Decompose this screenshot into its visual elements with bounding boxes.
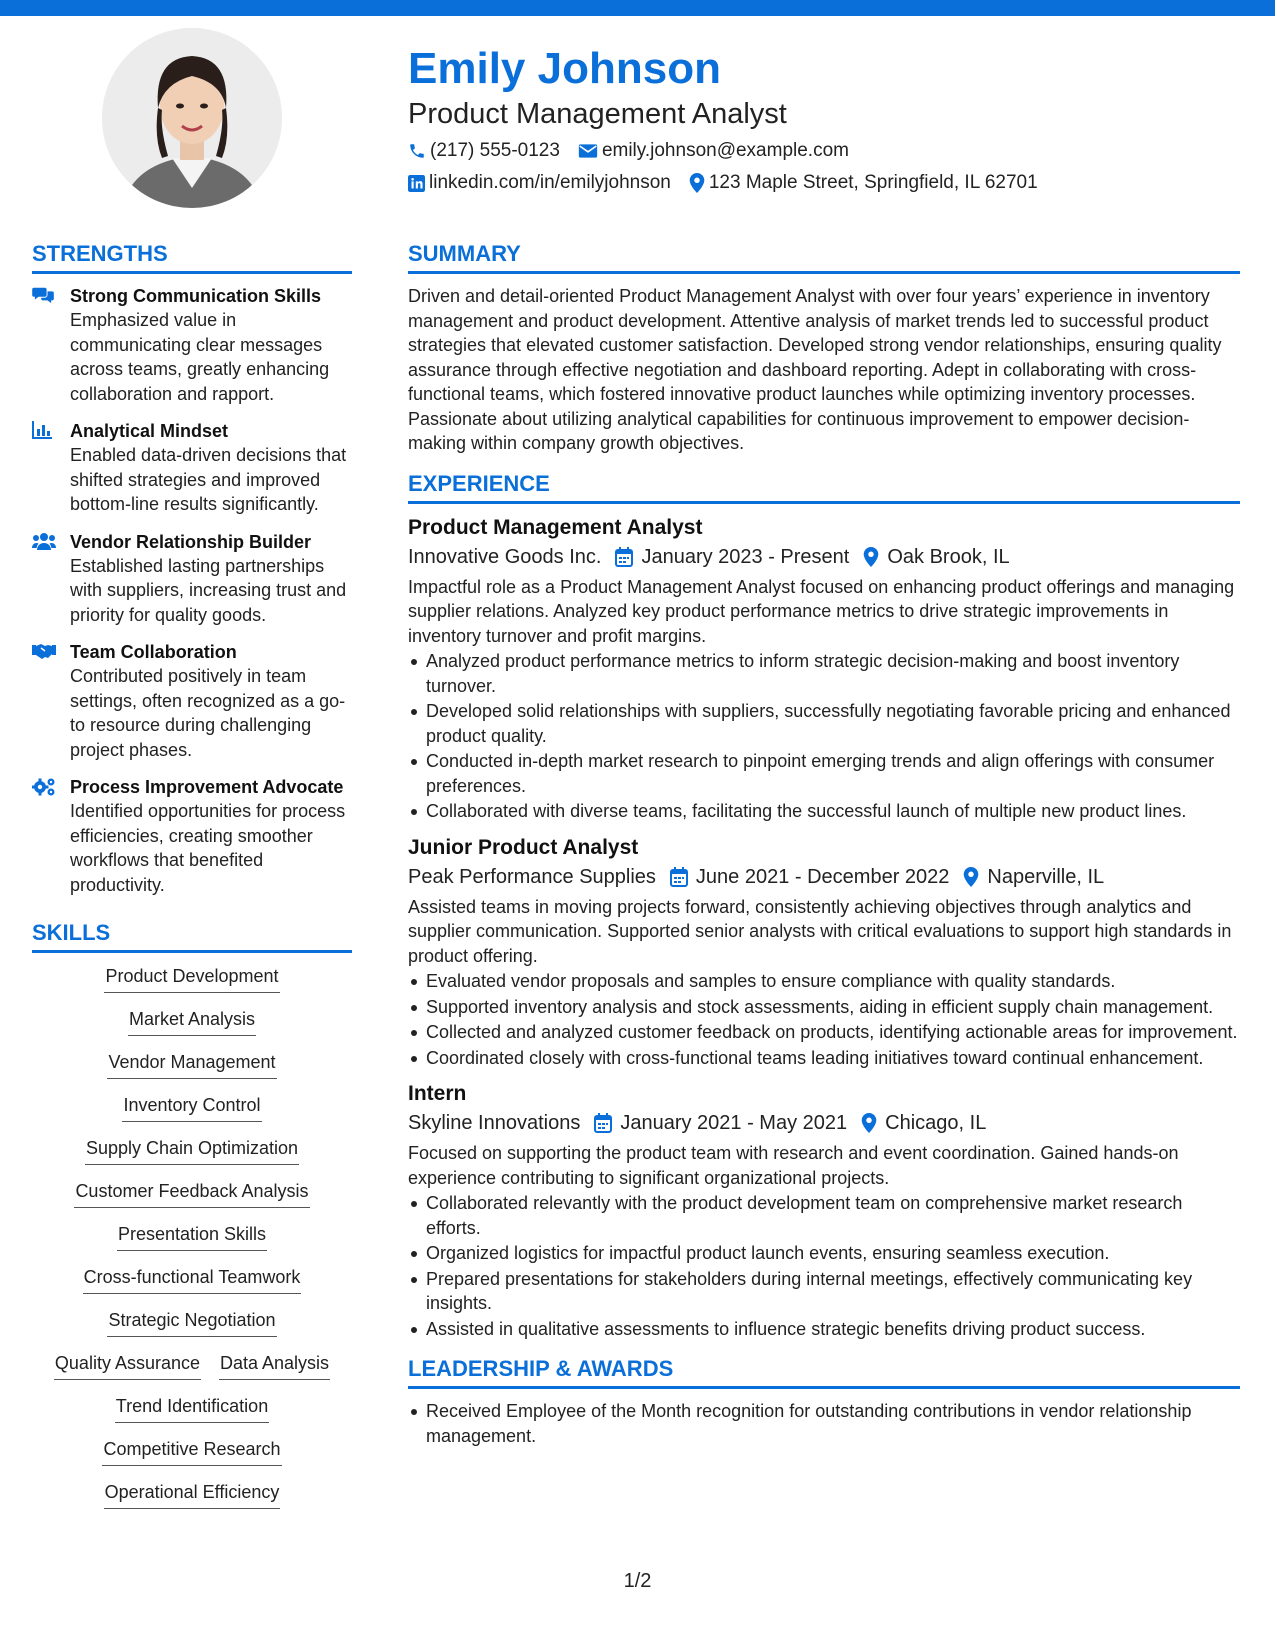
strength-title: Analytical Mindset — [70, 421, 229, 441]
job-dates: January 2021 - May 2021 — [620, 1112, 848, 1134]
page-number: 1/2 — [623, 1570, 652, 1592]
job-entry — [408, 1080, 1240, 1341]
job-location-item — [863, 542, 1009, 572]
skill-tag: Presentation Skills — [117, 1221, 267, 1251]
linkedin-item[interactable] — [408, 170, 671, 196]
skills-heading: SKILLS — [32, 919, 352, 953]
phone-text: (217) 555-0123 — [430, 140, 560, 161]
experience-heading: EXPERIENCE — [408, 470, 1240, 504]
phone-icon — [408, 142, 426, 160]
address-item — [689, 170, 1038, 196]
job-bullets — [408, 649, 1240, 824]
strength-item — [32, 419, 352, 517]
summary-text: Driven and detail-oriented Product Management Analyst with over four years’ experience in inventory management and product development. Attentive analysis of market trends led to successful product strategies that elevated customer satisfaction. Developed strong vendor relationships, ensuring quality assurance through effective negotiation and dashboard reporting. Adept in collaborating with cross-functional teams, which fostered innovative product launches while optimizing inventory processes. Passionate about utilizing analytical capabilities for continuous improvement to empower decision-making within company growth objectives. — [408, 286, 1222, 453]
phone-item — [408, 138, 560, 164]
award-item: Received Employee of the Month recognition for outstanding contributions in vendor relationship management. — [408, 1399, 1240, 1448]
handshake-icon — [32, 642, 56, 660]
skill-tag: Cross-functional Teamwork — [83, 1264, 302, 1294]
skill-tag: Supply Chain Optimization — [85, 1135, 299, 1165]
strength-title: Process Improvement Advocate — [70, 777, 344, 797]
left-column — [32, 240, 352, 1522]
bullet-item: Collaborated with diverse teams, facilitating the successful launch of multiple new product lines. — [408, 799, 1240, 824]
job-description: Focused on supporting the product team with research and event coordination. Gained hands-on experience contributing to significant organizational projects. — [408, 1143, 1179, 1188]
calendar-icon — [670, 867, 688, 887]
strength-title: Vendor Relationship Builder — [70, 531, 312, 552]
bullet-item: Coordinated closely with cross-functional teams leading initiatives toward continual enhancement. — [408, 1046, 1240, 1071]
strength-item — [32, 530, 352, 628]
job-entry — [408, 834, 1240, 1071]
right-column — [408, 240, 1240, 1449]
strength-item — [32, 640, 352, 762]
job-bullets — [408, 1191, 1240, 1341]
profile-portrait-icon — [102, 28, 282, 208]
job-dates: June 2021 - December 2022 — [695, 865, 950, 888]
job-location-item — [861, 1108, 986, 1138]
candidate-title: Product Management Analyst — [408, 98, 787, 130]
skill-tag: Data Analysis — [219, 1350, 330, 1380]
location-pin-icon — [963, 867, 979, 887]
contact-row-2 — [408, 170, 1238, 196]
skill-tag: Customer Feedback Analysis — [74, 1178, 309, 1208]
envelope-icon — [578, 143, 598, 159]
skill-tag: Market Analysis — [128, 1006, 256, 1036]
bar-chart-icon — [32, 421, 52, 439]
bullet-item: Collected and analyzed customer feedback on products, identifying actionable areas for improvement. — [408, 1020, 1240, 1045]
strength-desc: Established lasting partnerships with suppliers, increasing trust and priority for quality goods. — [70, 555, 347, 625]
bullet-item: Organized logistics for impactful product launch events, ensuring seamless execution. — [408, 1241, 1240, 1266]
job-meta — [408, 1108, 1240, 1138]
chat-bubbles-icon — [32, 286, 54, 304]
location-pin-icon — [863, 547, 879, 567]
job-meta — [408, 862, 1240, 892]
skill-tag: Inventory Control — [122, 1092, 261, 1122]
bullet-item: Assisted in qualitative assessments to influence strategic benefits driving product success. — [408, 1317, 1240, 1342]
job-dates: January 2023 - Present — [641, 545, 850, 568]
job-company: Peak Performance Supplies — [408, 865, 656, 888]
job-meta — [408, 542, 1240, 572]
skill-tag: Quality Assurance — [54, 1350, 201, 1380]
bullet-item: Developed solid relationships with suppliers, successfully negotiating favorable pricing and enhanced product quality. — [408, 699, 1240, 748]
bullet-item: Supported inventory analysis and stock assessments, aiding in efficient supply chain management. — [408, 995, 1240, 1020]
skill-tag: Strategic Negotiation — [107, 1307, 276, 1337]
job-company: Skyline Innovations — [408, 1112, 581, 1134]
users-icon — [32, 532, 56, 550]
job-dates-item — [615, 542, 849, 572]
job-title: Intern — [408, 1082, 467, 1105]
job-title: Product Management Analyst — [408, 515, 703, 539]
strength-item — [32, 775, 352, 897]
top-accent-bar — [0, 0, 1275, 16]
job-entry — [408, 514, 1240, 824]
job-description: Impactful role as a Product Management Analyst focused on enhancing product offerings and managing supplier relations. Analyzed key product performance metrics to drive strategic improvements in inventory turnover and profit margins. — [408, 576, 1235, 646]
strength-desc: Enabled data-driven decisions that shifted strategies and improved bottom-line results significantly. — [70, 445, 347, 514]
profile-photo — [102, 28, 282, 208]
job-location: Oak Brook, IL — [887, 545, 1010, 568]
strength-item — [32, 284, 352, 406]
skill-tag: Vendor Management — [107, 1049, 276, 1079]
job-dates-item — [594, 1108, 847, 1138]
skill-tag: Trend Identification — [115, 1393, 269, 1423]
skill-tag: Operational Efficiency — [104, 1479, 281, 1509]
skills-list — [32, 963, 352, 1509]
linkedin-icon — [408, 175, 425, 192]
job-location-item — [963, 862, 1104, 892]
strengths-heading: STRENGTHS — [32, 240, 352, 274]
skill-tag: Product Development — [104, 963, 279, 993]
strength-desc: Emphasized value in communicating clear messages across teams, greatly enhancing collaboration and rapport. — [70, 310, 330, 404]
awards-heading: LEADERSHIP & AWARDS — [408, 1355, 1240, 1389]
bullet-item: Analyzed product performance metrics to inform strategic decision-making and boost inventory turnover. — [408, 649, 1240, 698]
email-text[interactable]: emily.johnson@example.com — [601, 140, 849, 161]
strength-title: Strong Communication Skills — [70, 286, 322, 306]
summary-heading: SUMMARY — [408, 240, 1240, 274]
address-text: 123 Maple Street, Springfield, IL 62701 — [708, 172, 1038, 193]
job-title: Junior Product Analyst — [408, 835, 639, 859]
linkedin-text[interactable]: linkedin.com/in/emilyjohnson — [429, 172, 671, 193]
calendar-icon — [615, 547, 633, 567]
strength-desc: Identified opportunities for process efficiencies, creating smoother workflows that benefited productivity. — [70, 801, 346, 895]
resume-header — [408, 42, 1238, 196]
contact-row-1 — [408, 138, 1238, 164]
job-dates-item — [670, 862, 950, 892]
bullet-item: Prepared presentations for stakeholders during internal meetings, effectively communicating key insights. — [408, 1267, 1240, 1316]
email-item[interactable] — [578, 138, 849, 164]
awards-list — [408, 1399, 1240, 1448]
location-pin-icon — [689, 173, 705, 193]
gears-icon — [32, 777, 56, 797]
calendar-icon — [594, 1113, 612, 1133]
bullet-item: Collaborated relevantly with the product development team on comprehensive market research efforts. — [408, 1191, 1240, 1240]
bullet-item: Evaluated vendor proposals and samples to ensure compliance with quality standards. — [408, 969, 1240, 994]
strength-desc: Contributed positively in team settings, often recognized as a go-to resource during challenging project phases. — [70, 666, 346, 760]
skill-tag: Competitive Research — [102, 1436, 281, 1466]
job-bullets — [408, 969, 1240, 1070]
job-company: Innovative Goods Inc. — [408, 545, 602, 568]
job-description: Assisted teams in moving projects forward, consistently achieving objectives through analytics and supplier communication. Supported senior analysts with critical evaluations to support high standards in product offering. — [408, 896, 1232, 966]
job-location: Chicago, IL — [885, 1112, 987, 1134]
location-pin-icon — [861, 1113, 877, 1133]
job-location: Naperville, IL — [987, 865, 1105, 888]
candidate-name: Emily Johnson — [408, 44, 721, 93]
strength-title: Team Collaboration — [70, 642, 237, 662]
bullet-item: Conducted in-depth market research to pinpoint emerging trends and align offerings with consumer preferences. — [408, 749, 1240, 798]
